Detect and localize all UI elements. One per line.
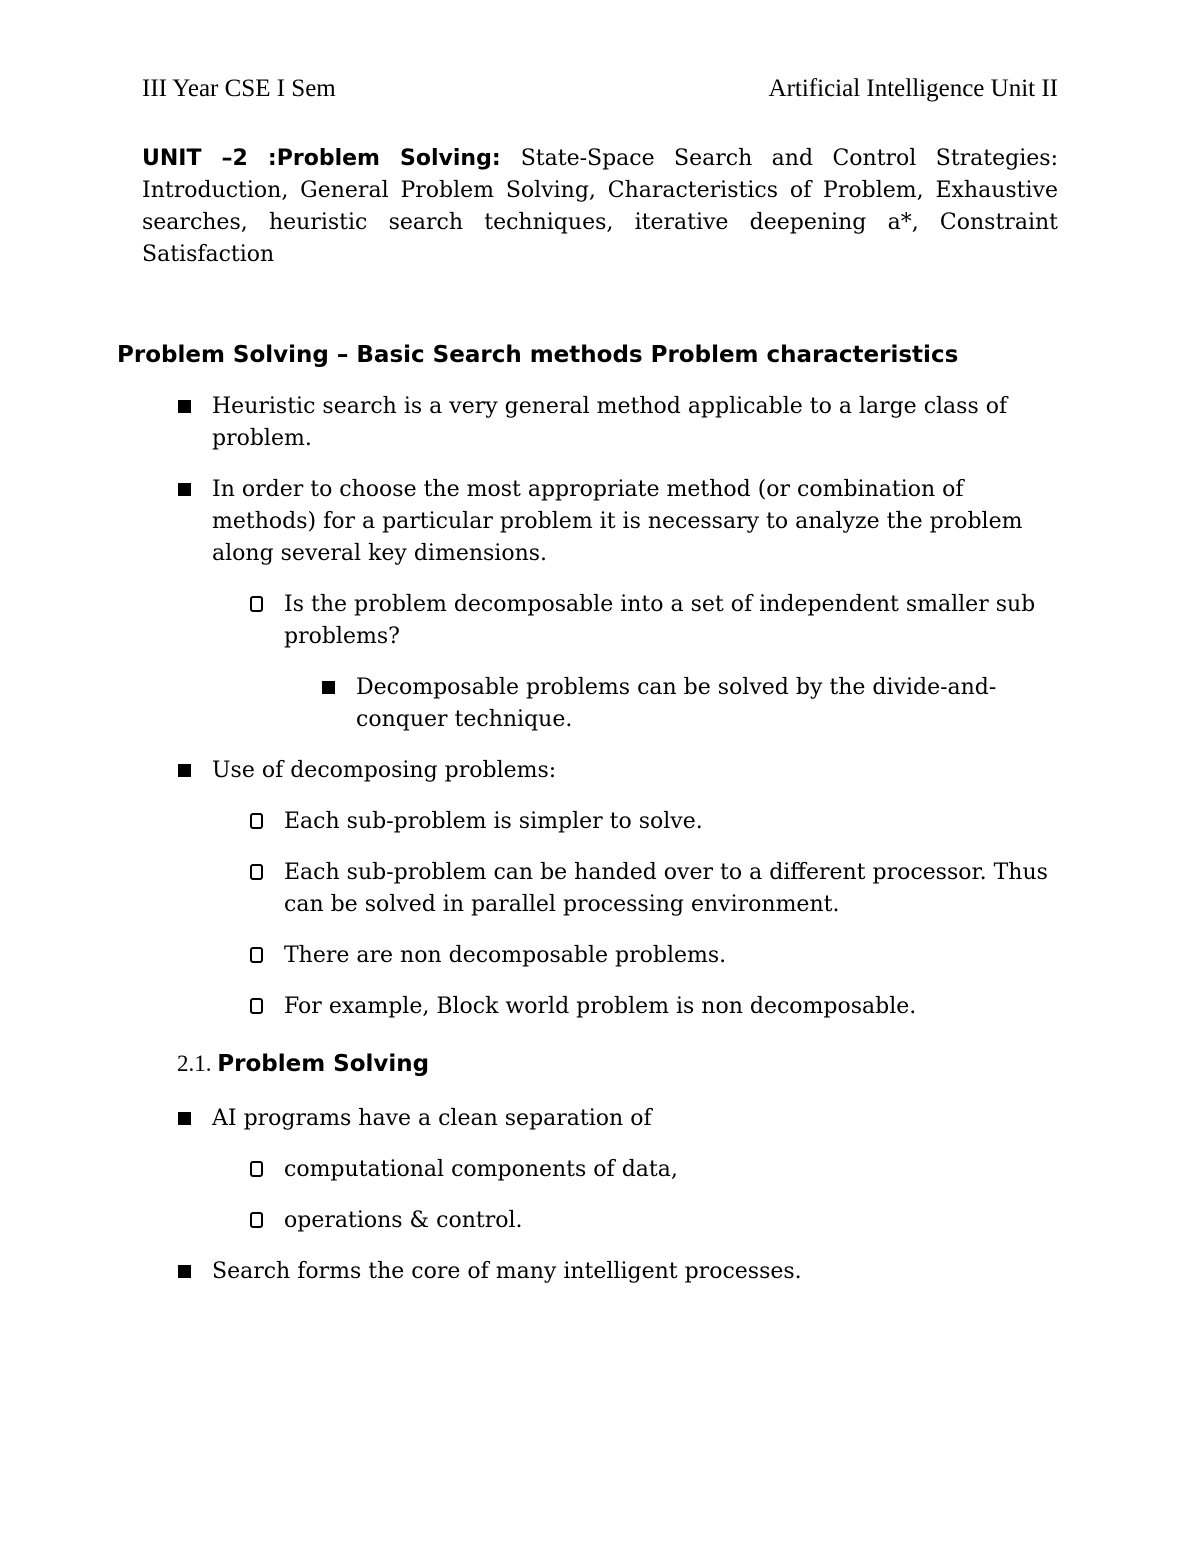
bullet-square-hollow-icon (250, 864, 263, 880)
section-heading: Problem Solving – Basic Search methods Problem characteristics (117, 342, 959, 368)
list-item-text: computational components of data, (284, 1157, 678, 1182)
list-item (142, 391, 1058, 455)
list-item-text: Each sub-problem can be handed over to a different processor. Thus can be solved in parallel processing environment. (284, 860, 1048, 917)
list-item (142, 806, 1058, 838)
list-item (142, 991, 1058, 1023)
list-item-text: Use of decomposing problems: (212, 758, 557, 783)
bullet-square-hollow-icon (250, 1161, 263, 1177)
list-item-text: Is the problem decomposable into a set of independent smaller sub problems? (284, 592, 1036, 649)
list-item-text: operations & control. (284, 1208, 523, 1233)
list-item (142, 672, 1058, 736)
list-item (142, 1103, 1058, 1135)
list-item (142, 1205, 1058, 1237)
list-item (142, 474, 1058, 570)
unit-intro-paragraph (142, 143, 1058, 271)
list-item-text: Decomposable problems can be solved by the divide-and-conquer technique. (356, 675, 997, 732)
page-header (142, 75, 1058, 103)
unit-topics-text: State-Space Search and Control Strategies: Introduction, General Problem Solving, Characteristics of Problem, Exhaustive searches, heuristic search techniques, iterative deepening a*, Constraint Satisfaction (142, 146, 1058, 267)
bullet-square-hollow-icon (250, 813, 263, 829)
list-item (142, 589, 1058, 653)
bullet-square-filled-icon (178, 1112, 191, 1125)
bullet-list (142, 391, 1058, 1288)
list-item-text: AI programs have a clean separation of (212, 1106, 652, 1131)
subsection-title: Problem Solving (217, 1051, 430, 1077)
bullet-square-hollow-icon (250, 1212, 263, 1228)
bullet-square-hollow-icon (250, 998, 263, 1014)
bullet-square-filled-icon (322, 681, 335, 694)
subsection-number: 2.1. (177, 1051, 218, 1076)
bullet-square-filled-icon (178, 1265, 191, 1278)
list-item-text: There are non decomposable problems. (284, 943, 727, 968)
bullet-square-filled-icon (178, 764, 191, 777)
list-item (142, 755, 1058, 787)
bullet-square-filled-icon (178, 483, 191, 496)
bullet-square-filled-icon (178, 400, 191, 413)
header-right-text: Artificial Intelligence Unit II (768, 75, 1058, 102)
bullet-square-hollow-icon (250, 947, 263, 963)
list-item (142, 1154, 1058, 1186)
header-left-text: III Year CSE I Sem (142, 75, 336, 102)
list-item-text: Each sub-problem is simpler to solve. (284, 809, 703, 834)
list-item-text: For example, Block world problem is non decomposable. (284, 994, 917, 1019)
list-item (142, 1256, 1058, 1288)
list-item-text: In order to choose the most appropriate method (or combination of methods) for a particular problem it is necessary to analyze the problem along several key dimensions. (212, 477, 1023, 566)
list-item-text: Heuristic search is a very general method applicable to a large class of problem. (212, 394, 1008, 451)
list-item (142, 940, 1058, 972)
list-item-text: Search forms the core of many intelligent processes. (212, 1259, 802, 1284)
list-item (142, 857, 1058, 921)
bullet-square-hollow-icon (250, 596, 263, 612)
subsection-heading (142, 1049, 1058, 1079)
unit-title-bold: UNIT –2 :Problem Solving: (142, 146, 521, 171)
